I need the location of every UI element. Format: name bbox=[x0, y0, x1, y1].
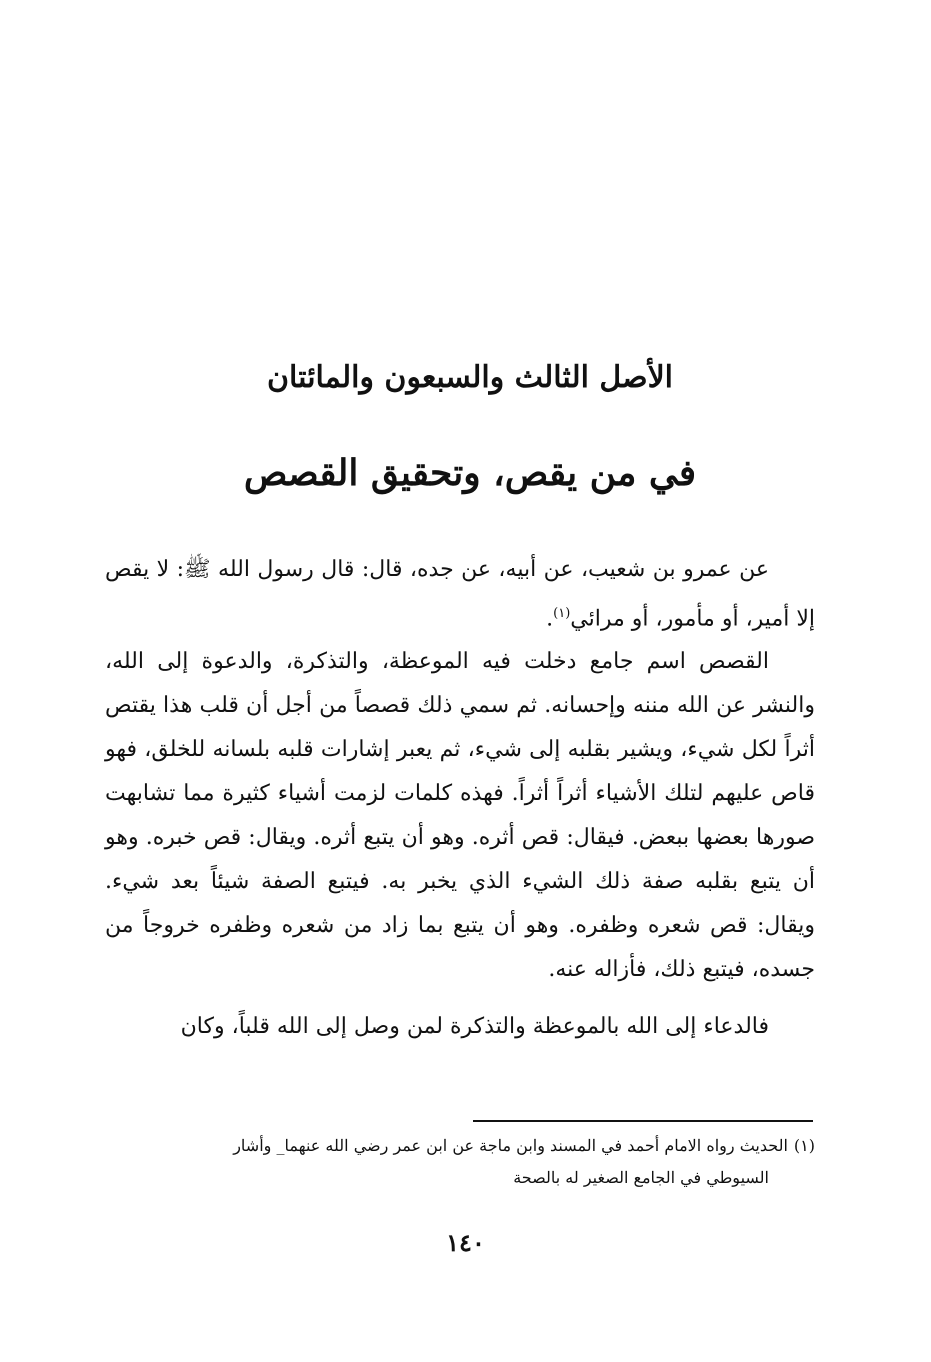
footnote-marker: (١) bbox=[793, 1136, 815, 1155]
footnote-reference[interactable]: (١) bbox=[553, 606, 571, 621]
footnote-text-line2: السيوطي في الجامع الصغير له بالصحة bbox=[513, 1168, 769, 1187]
commentary-paragraph: القصص اسم جامع دخلت فيه الموعظة، والتذكرة، والدعوة إلى الله، والنشر عن الله مننه وإحسانه. ثم سمي ذلك قصصاً من أجل أن قلب هذا يقتص أثراً لكل شيء، ويشير بقلبه إلى شيء، ثم يعبر إشارات قلبه بلسانه للخلق، فهو قاص عليهم لتلك الأشياء أثراً أثراً. فهذه كلمات لزمت أشياء كثيرة مما تشابهت صورها بعضها ببعض. فيقال: قص أثره. وهو أن يتبع أثره. ويقال: قص خبره. وهو أن يتبع بقلبه صفة ذلك الشيء الذي يخبر به. فيتبع الصفة شيئاً بعد شيء. ويقال: قص شعره وظفره. وهو أن يتبع بما زاد من شعره وظفره خروجاً من جسده، فيتبع ذلك، فأزاله عنه. bbox=[105, 649, 815, 982]
chapter-subtitle: في من يقص، وتحقيق القصص bbox=[243, 452, 697, 494]
chapter-title: الأصل الثالث والسبعون والمائتان bbox=[266, 360, 674, 395]
page-number: ١٤٠ bbox=[446, 1228, 485, 1257]
footnote-divider bbox=[473, 1120, 813, 1122]
hadith-end: . bbox=[546, 606, 554, 632]
hadith-text: عن عمرو بن شعيب، عن أبيه، عن جده، قال: قال رسول الله ﷺ: لا يقص إلا أمير، أو مأمور، أو مرائي bbox=[105, 557, 815, 632]
footnote-text-line1: الحديث رواه الامام أحمد في المسند وابن ماجة عن ابن عمر رضي الله عنهما_ وأشار bbox=[233, 1136, 788, 1155]
continuation-paragraph: فالدعاء إلى الله بالموعظة والتذكرة لمن وصل إلى الله قلباً، وكان bbox=[180, 1014, 769, 1039]
hadith-paragraph bbox=[105, 548, 815, 641]
footnote bbox=[110, 1130, 815, 1194]
